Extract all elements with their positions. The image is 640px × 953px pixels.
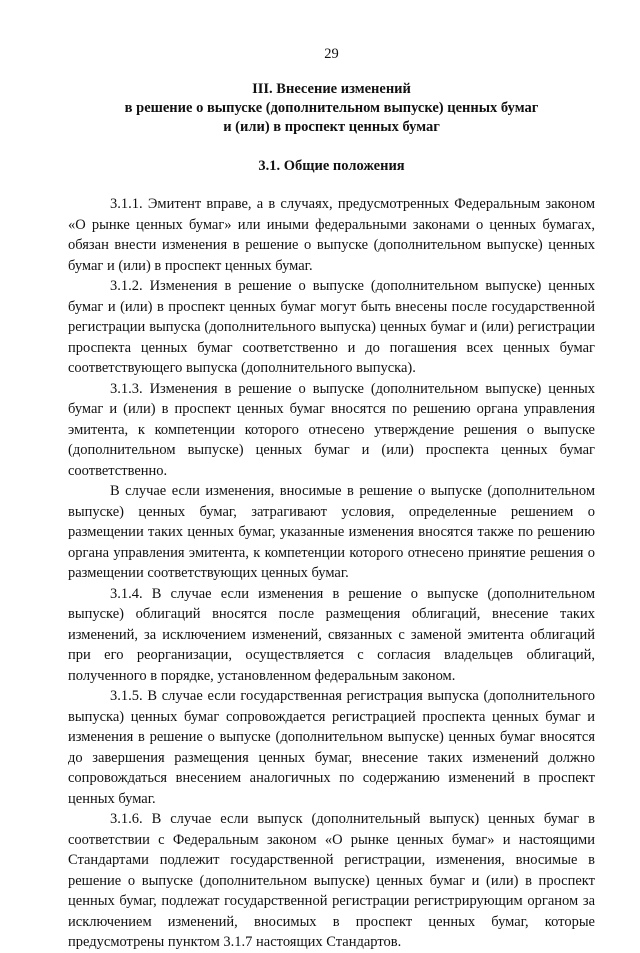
page-number: 29 (324, 46, 339, 62)
paragraph-3-1-2: 3.1.2. Изменения в решение о выпуске (дополнительном выпуске) ценных бумаг и (или) в проспект ценных бумаг могут быть внесены после государственной регистрации выпуска (дополнительного выпуска) ценных бумаг и (или) регистрации проспекта ценных бумаг соответственно и до погашения всех ценных бумаг соответствующего выпуска (дополнительного выпуска). (68, 278, 595, 376)
section-title-line: в решение о выпуске (дополнительном выпуске) ценных бумаг (124, 100, 539, 116)
paragraph-3-1-1: 3.1.1. Эмитент вправе, а в случаях, предусмотренных Федеральным законом «О рынке ценных бумаг» или иными федеральными законами о ценных бумагах, обязан внести изменения в решение о выпуске (дополнительном выпуске) ценных бумаг и (или) в проспект ценных бумаг. (68, 196, 595, 274)
section-title (68, 80, 595, 137)
paragraph-3-1-4: 3.1.4. В случае если изменения в решение о выпуске (дополнительном выпуске) облигаций вносятся после размещения облигаций, внесение таких изменений, за исключением изменений, связанных с заменой эмитента облигаций при его реорганизации, осуществляется с согласия владельцев облигаций, полученного в порядке, установленном федеральным законом. (68, 585, 595, 684)
paragraph-3-1-5: 3.1.5. В случае если государственная регистрация выпуска (дополнительного выпуска) ценных бумаг сопровождается регистрацией проспекта ценных бумаг и изменения в решение о выпуске (дополнительном выпуске) ценных бумаг вносятся до завершения размещения ценных бумаг, внесение таких изменений должно сопровождаться внесением аналогичных по содержанию изменений в проспект ценных бумаг. (68, 688, 595, 807)
subsection-title: 3.1. Общие положения (258, 158, 405, 174)
paragraph-3-1-3-continued: В случае если изменения, вносимые в решение о выпуске (дополнительном выпуске) ценных бумаг, затрагивают условия, определенные решением о размещении таких ценных бумаг, указанные изменения вносятся также по решению органа управления эмитента, к компетенции которого отнесено принятие решения о размещении соответствующих ценных бумаг. (68, 483, 595, 581)
paragraph-3-1-3: 3.1.3. Изменения в решение о выпуске (дополнительном выпуске) ценных бумаг и (или) в проспект ценных бумаг вносятся по решению органа управления эмитента, к компетенции которого отнесено утверждение решения о выпуске (дополнительном выпуске) ценных бумаг и (или) проспекта ценных бумаг соответственно. (68, 380, 595, 479)
section-title-line: III. Внесение изменений (252, 81, 411, 97)
paragraph-3-1-6: 3.1.6. В случае если выпуск (дополнительный выпуск) ценных бумаг в соответствии с Федеральным законом «О рынке ценных бумаг» и настоящими Стандартами подлежит государственной регистрации, изменения, вносимые в решение о выпуске (дополнительном выпуске) ценных бумаг и (или) в проспект ценных бумаг, подлежат государственной регистрации регистрирующим органом за исключением изменений, вносимых в проспект ценных бумаг, которые предусмотрены пунктом 3.1.7 настоящих Стандартов. (68, 811, 595, 950)
section-title-line: и (или) в проспект ценных бумаг (223, 119, 440, 135)
